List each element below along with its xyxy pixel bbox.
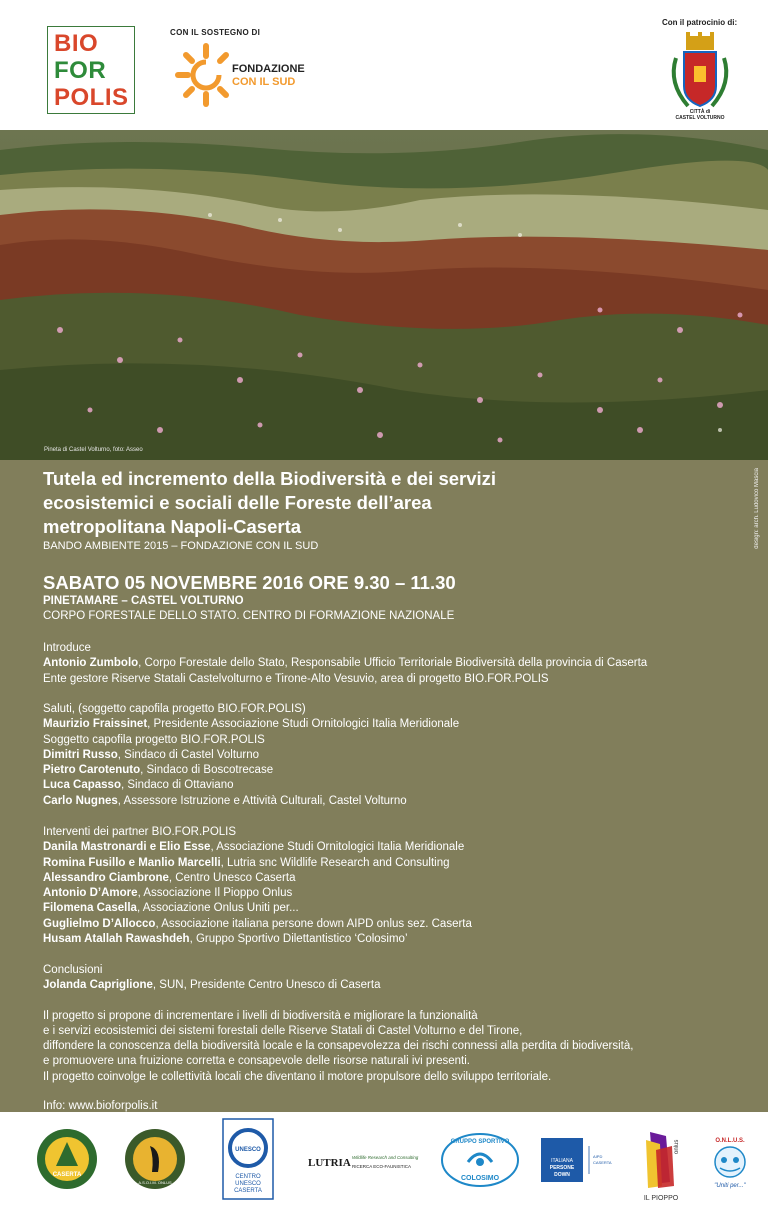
uniti-bottom-text: "Uniti per..." bbox=[714, 1183, 746, 1189]
colosimo-logo bbox=[440, 1132, 520, 1188]
logo-line-polis: POLIS bbox=[54, 83, 129, 111]
introduce-heading: Introduce bbox=[43, 642, 91, 654]
description-line: diffondere la conoscenza della biodiversità locale e la consapevolezza dei rischi connessi alla perdita di biodiversità, bbox=[43, 1040, 634, 1053]
speaker-name: Maurizio Fraissinet bbox=[43, 718, 148, 731]
photo-credit: Pineta di Castel Volturno, foto: Asseo bbox=[44, 447, 143, 453]
unesco-badge-text: UNESCO bbox=[235, 1147, 261, 1153]
speaker-role: , Sindaco di Castel Volturno bbox=[117, 748, 260, 761]
crest-caption-citta: CITTÀ di bbox=[689, 109, 711, 115]
speaker-name: Dimitri Russo bbox=[43, 748, 118, 761]
aipd-caserta-logo bbox=[541, 1138, 621, 1182]
speaker-line bbox=[43, 763, 743, 778]
unesco-line: CASERTA bbox=[234, 1188, 262, 1194]
lutria-sub2: RICERCA ECO-FAUNISTICA bbox=[352, 1164, 412, 1169]
speaker-name: Alessandro Ciambrone bbox=[43, 871, 169, 884]
speaker-name: Husam Atallah Rawashdeh bbox=[43, 933, 190, 946]
colosimo-top-text: GRUPPO SPORTIVO bbox=[450, 1139, 510, 1145]
centro-unesco-logo bbox=[222, 1118, 274, 1200]
patrocinio-label: Con il patrocinio di: bbox=[662, 18, 738, 27]
asoim-logo bbox=[124, 1128, 186, 1190]
speaker-role: , Sindaco di Ottaviano bbox=[120, 779, 234, 792]
description-line: e promuovere una fruizione corretta e consapevole delle risorse naturali ivi presenti. bbox=[43, 1055, 471, 1068]
speaker-line bbox=[43, 886, 743, 901]
speaker-name: Carlo Nugnes bbox=[43, 794, 118, 807]
lutria-name: LUTRIA bbox=[308, 1157, 351, 1169]
event-datetime: SABATO 05 NOVEMBRE 2016 ORE 9.30 – 11.30 bbox=[43, 572, 456, 593]
main-title: Tutela ed incremento della Biodiversità e dei servizi ecosistemici e sociali delle Foreste dell’area metropolitana Napoli-Caserta bbox=[43, 468, 497, 537]
speaker-name: Danila Mastronardi e Elio Esse bbox=[43, 841, 211, 854]
speaker-role: Soggetto capofila progetto BIO.FOR.POLIS bbox=[43, 733, 265, 746]
speaker-line bbox=[43, 856, 743, 871]
cfs-caserta-logo bbox=[36, 1128, 98, 1190]
header bbox=[0, 0, 768, 130]
landscape-photo bbox=[0, 130, 768, 460]
section-conclusioni bbox=[43, 963, 743, 1114]
description-line: e i servizi ecosistemici dei sistemi forestali delle Riserve Statali di Castel Volturno e del Tirone, bbox=[43, 1024, 523, 1037]
event-venue: PINETAMARE – CASTEL VOLTURNO bbox=[43, 595, 244, 607]
subtitle: BANDO AMBIENTE 2015 – FONDAZIONE CON IL SUD bbox=[43, 540, 319, 552]
speaker-role: , Associazione Il Pioppo Onlus bbox=[137, 887, 293, 900]
speaker-line bbox=[43, 733, 743, 748]
sun-icon bbox=[168, 40, 328, 110]
bioforpolis-logo bbox=[47, 26, 135, 114]
title-block bbox=[43, 467, 723, 539]
fondazione-sub: CON IL SUD bbox=[232, 76, 296, 88]
il-pioppo-logo bbox=[636, 1126, 686, 1206]
speaker-line bbox=[43, 717, 743, 732]
description-line: Il progetto si propone di incrementare i livelli di biodiversità e migliorare la funzionalità bbox=[43, 1009, 478, 1022]
speaker-name: Pietro Carotenuto bbox=[43, 764, 141, 777]
section-interventi bbox=[43, 825, 743, 947]
event-venue-sub: CORPO FORESTALE DELLO STATO. CENTRO DI FORMAZIONE NAZIONALE bbox=[43, 610, 455, 622]
designer-credit: design: arch. Ludovico Mascia bbox=[754, 468, 760, 549]
speaker-name: Antonio Zumbolo bbox=[43, 657, 139, 670]
aipd-side: CASERTA bbox=[593, 1160, 612, 1165]
speaker-line bbox=[43, 748, 743, 763]
pioppo-side-text: onlus bbox=[674, 1139, 680, 1154]
lutria-sub1: Wildlife Research and Consulting bbox=[352, 1155, 419, 1160]
fondazione-name: FONDAZIONE bbox=[232, 63, 305, 75]
uniti-top-text: O.N.L.U.S. bbox=[715, 1138, 745, 1144]
cfs-caserta-text: CASERTA bbox=[52, 1172, 82, 1178]
aipd-side: AIPD bbox=[593, 1154, 603, 1159]
unesco-line: CENTRO bbox=[235, 1174, 261, 1180]
colosimo-bottom-text: COLOSIMO bbox=[460, 1175, 500, 1182]
logo-line-for: FOR bbox=[54, 56, 107, 84]
speaker-name: Guglielmo D’Allocco bbox=[43, 917, 156, 930]
speaker-role: , SUN, Presidente Centro Unesco di Caserta bbox=[152, 979, 381, 992]
lutria-logo bbox=[306, 1146, 430, 1176]
crest-caption-town: CASTEL VOLTURNO bbox=[675, 115, 725, 121]
speaker-role: , Gruppo Sportivo Dilettantistico ‘Colosimo’ bbox=[189, 933, 408, 946]
aipd-line: DOWN bbox=[554, 1172, 570, 1178]
top-strip bbox=[0, 0, 768, 14]
aipd-line: ITALIANA bbox=[551, 1158, 573, 1164]
unesco-line: UNESCO bbox=[235, 1181, 261, 1187]
asoim-text: A.S.O.I.M. ONLUS bbox=[138, 1180, 172, 1185]
speaker-role: , Assessore Istruzione e Attività Culturali, Castel Volturno bbox=[117, 794, 407, 807]
speaker-line bbox=[43, 794, 743, 809]
section-saluti bbox=[43, 702, 743, 809]
description-line: Il progetto coinvolge le collettività locali che diventano il motore propulsore dello sviluppo territoriale. bbox=[43, 1070, 552, 1083]
speaker-line bbox=[43, 778, 743, 793]
speaker-role: , Centro Unesco Caserta bbox=[168, 871, 296, 884]
saluti-heading: Saluti, (soggetto capofila progetto BIO.FOR.POLIS) bbox=[43, 703, 306, 715]
speaker-role: , Associazione italiana persone down AIPD onlus sez. Caserta bbox=[155, 917, 472, 930]
speaker-role: , Lutria snc Wildlife Research and Consulting bbox=[220, 856, 450, 869]
speaker-role-cont: Ente gestore Riserve Statali Castelvolturno e Tirone-Alto Vesuvio, area di progetto BIO.FOR.POLIS bbox=[43, 672, 549, 685]
section-introduce bbox=[43, 641, 743, 687]
speaker-line bbox=[43, 840, 743, 855]
speaker-role: , Associazione Onlus Uniti per... bbox=[136, 902, 299, 915]
speaker-role: , Presidente Associazione Studi Ornitologici Italia Meridionale bbox=[147, 718, 460, 731]
speaker-name: Romina Fusillo e Manlio Marcelli bbox=[43, 856, 221, 869]
logo-line-bio: BIO bbox=[54, 29, 99, 57]
speaker-role: , Sindaco di Boscotrecase bbox=[140, 764, 274, 777]
speaker-role: , Associazione Studi Ornitologici Italia Meridionale bbox=[210, 841, 465, 854]
interventi-heading: Interventi dei partner BIO.FOR.POLIS bbox=[43, 826, 237, 838]
speaker-name: Jolanda Capriglione bbox=[43, 979, 153, 992]
speaker-name: Luca Capasso bbox=[43, 779, 121, 792]
city-crest-icon bbox=[660, 28, 740, 120]
speaker-line bbox=[43, 978, 743, 993]
speaker-line bbox=[43, 917, 743, 932]
speaker-line bbox=[43, 656, 743, 671]
speaker-name: Filomena Casella bbox=[43, 902, 137, 915]
speaker-line bbox=[43, 932, 743, 947]
uniti-per-logo bbox=[700, 1132, 760, 1194]
footer-logos bbox=[0, 1112, 768, 1213]
aipd-line: PERSONE bbox=[549, 1165, 575, 1171]
pioppo-name: IL PIOPPO bbox=[643, 1195, 679, 1202]
speaker-line bbox=[43, 901, 743, 916]
speaker-line bbox=[43, 871, 743, 886]
speaker-name: Antonio D’Amore bbox=[43, 887, 138, 900]
speaker-role: , Corpo Forestale dello Stato, Responsabile Ufficio Territoriale Biodiversità della provincia di Caserta bbox=[138, 657, 648, 670]
sostegno-label: CON IL SOSTEGNO DI bbox=[170, 28, 261, 37]
conclusioni-heading: Conclusioni bbox=[43, 964, 103, 976]
info-link[interactable]: Info: www.bioforpolis.it bbox=[43, 1100, 158, 1113]
